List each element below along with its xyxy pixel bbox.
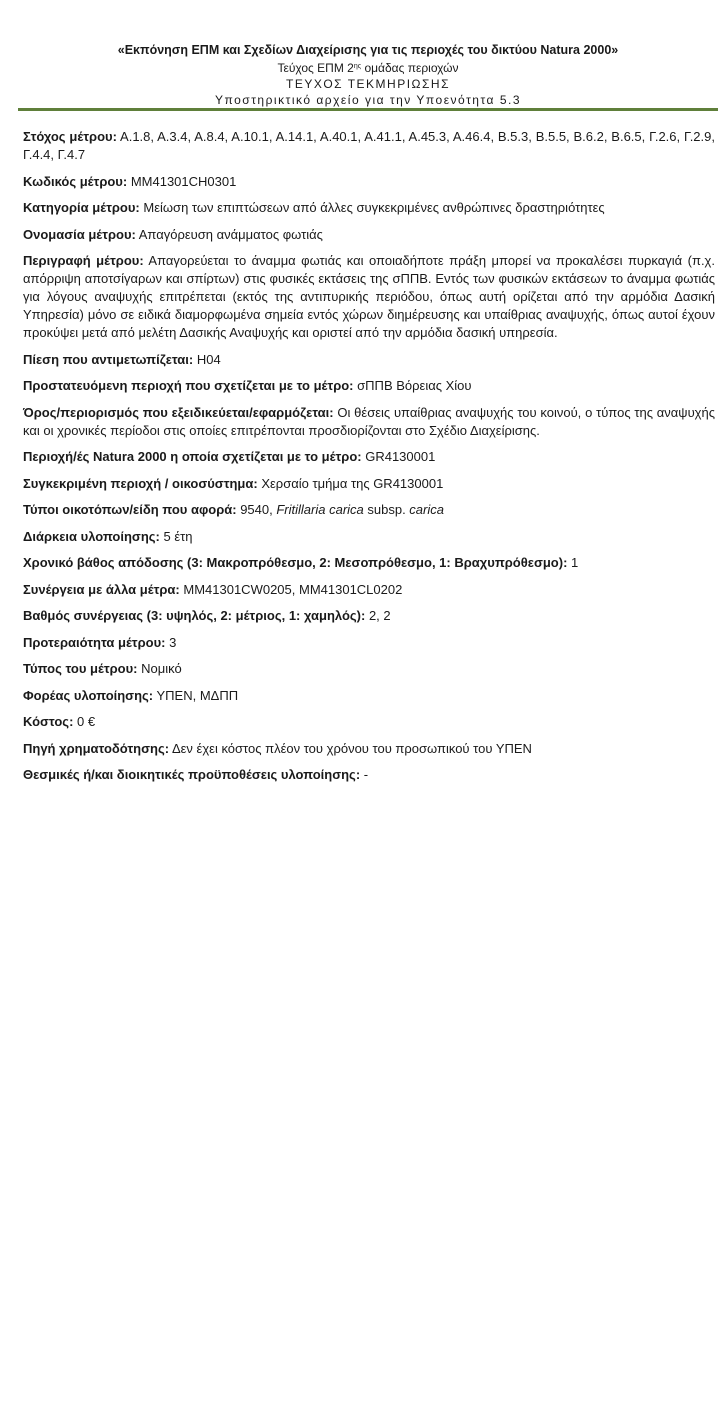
- field-label: Κατηγορία μέτρου:: [23, 200, 140, 215]
- field-value: Νομικό: [141, 661, 182, 676]
- field-value: Απαγορεύεται το άναμμα φωτιάς και οποιαδήποτε πράξη μπορεί να προκαλέσει πυρκαγιά (π.χ. απόρριψη αποτσίγαρων και σπίρτων) στις φυσικές εκτάσεις της σΠΠΒ. Εντός των φυσικών εκτάσεων το άναμμα φωτιάς για λόγους αναψυχής επιτρέπεται (εκτός της αντιπυρικής περιόδου, όπως αυτή ορίζεται από την αρμόδια Δασική Υπηρεσία) μόνο σε ειδικά διαμορφωμένα σημεία εντός χώρων διημέρευσης και υπαίθριας αναψυχής, όπως αυτοί έχουν προκύψει μετά από μελέτη Δασικής Αναψυχής και οριστεί από την αρμόδια δασική υπηρεσία.: [23, 253, 715, 340]
- field-sygkekrimeni: [23, 475, 715, 493]
- field-foreas: [23, 687, 715, 705]
- field-label: Θεσμικές ή/και διοικητικές προϋποθέσεις υλοποίησης:: [23, 767, 361, 782]
- header-line-3: ΤΕΥΧΟΣ ΤΕΚΜΗΡΙΩΣΗΣ: [285, 77, 451, 91]
- field-label: Βαθμός συνέργειας (3: υψηλός, 2: μέτριος, 1: χαμηλός):: [23, 608, 366, 623]
- page-header: [18, 42, 718, 108]
- field-label: Κωδικός μέτρου:: [23, 173, 128, 189]
- field-label: Πηγή χρηματοδότησης:: [23, 740, 170, 756]
- field-label: Κόστος:: [23, 714, 74, 729]
- field-proteraiotita: [23, 634, 715, 652]
- field-value: -: [363, 767, 369, 782]
- field-synergeia: [23, 581, 715, 599]
- field-label: Χρονικό βάθος απόδοσης (3: Μακροπρόθεσμο, 2: Μεσοπρόθεσμο, 1: Βραχυπρόθεσμο):: [23, 555, 568, 570]
- field-value: 0 €: [77, 714, 96, 729]
- field-label: Περιοχή/ές Natura 2000 η οποία σχετίζεται με το μέτρο:: [23, 449, 362, 464]
- field-label: Στόχος μέτρου:: [23, 129, 117, 144]
- subspecies-name: carica: [409, 502, 444, 517]
- field-label: Συνέργεια με άλλα μέτρα:: [23, 581, 180, 597]
- field-value: Μείωση των επιπτώσεων από άλλες συγκεκριμένες ανθρώπινες δραστηριότητες: [143, 200, 605, 215]
- field-value: Χερσαίο τμήμα της GR4130001: [261, 475, 444, 491]
- field-value: Α.1.8, Α.3.4, Α.8.4, Α.10.1, Α.14.1, Α.40.1, Α.41.1, Α.45.3, Α.46.4, Β.5.3, Β.5.5, Β.6.2, Β.6.5, Γ.2.6, Γ.2.9, Γ.4.4, Γ.4.7: [23, 129, 715, 162]
- field-value: GR4130001: [365, 449, 436, 464]
- measure-fields: [23, 128, 715, 793]
- header-divider: [18, 108, 718, 111]
- field-label: Περιγραφή μέτρου:: [23, 253, 144, 268]
- header-subtitle: [18, 59, 718, 76]
- header-subtitle-pre: Τεύχος ΕΠΜ 2: [277, 61, 354, 75]
- field-value-mid: subsp.: [363, 502, 410, 517]
- field-value: 3: [169, 634, 177, 650]
- field-label: Προστατευόμενη περιοχή που σχετίζεται με το μέτρο:: [23, 378, 354, 393]
- field-typoi: [23, 501, 715, 519]
- header-title: «Εκπόνηση ΕΠΜ και Σχεδίων Διαχείρισης για τις περιοχές του δικτύου Natura 2000»: [117, 43, 619, 57]
- field-onomasia: [23, 226, 715, 244]
- species-name: Fritillaria carica: [276, 502, 364, 517]
- header-subtitle-sup: ης: [353, 63, 362, 70]
- field-label: Συγκεκριμένη περιοχή / οικοσύστημα:: [23, 475, 258, 491]
- field-oros: [23, 404, 715, 440]
- field-piesi: [23, 351, 715, 369]
- field-thesmikes: [23, 766, 715, 784]
- field-label: Τύποι οικοτόπων/είδη που αφορά:: [23, 502, 237, 517]
- field-label: Τύπος του μέτρου:: [23, 661, 138, 676]
- field-kostos: [23, 713, 715, 731]
- header-line-4: Υποστηρικτικό αρχείο για την Υποενότητα 5.3: [215, 93, 521, 107]
- header-subtitle-post: ομάδας περιοχών: [361, 61, 459, 75]
- field-label: Διάρκεια υλοποίησης:: [23, 528, 160, 544]
- field-natura: [23, 448, 715, 466]
- field-kodikos: [23, 173, 715, 191]
- field-vathmos: [23, 607, 715, 625]
- field-value: ΥΠΕΝ, ΜΔΠΠ: [156, 687, 239, 703]
- field-value: Απαγόρευση ανάμματος φωτιάς: [138, 226, 323, 242]
- field-stoxos: [23, 128, 715, 164]
- field-label: Πίεση που αντιμετωπίζεται:: [23, 351, 194, 367]
- field-value-pre: 9540,: [240, 502, 277, 517]
- field-value: MM41301CH0301: [130, 173, 237, 189]
- field-pigi: [23, 740, 715, 758]
- field-prostatevomeni: [23, 377, 715, 395]
- field-value: 5 έτη: [163, 528, 193, 544]
- field-typos: [23, 660, 715, 678]
- field-value: MM41301CW0205, MM41301CL0202: [183, 581, 403, 597]
- field-value: H04: [196, 351, 221, 367]
- field-perigrafi: [23, 252, 715, 342]
- field-label: Φορέας υλοποίησης:: [23, 687, 154, 703]
- field-value: σΠΠΒ Βόρειας Χίου: [357, 378, 472, 393]
- field-xroniko: [23, 554, 715, 572]
- field-diarkeia: [23, 528, 715, 546]
- field-label: Προτεραιότητα μέτρου:: [23, 634, 166, 650]
- field-value: [240, 502, 444, 517]
- field-value: 2, 2: [368, 608, 391, 623]
- field-value: Δεν έχει κόστος πλέον του χρόνου του προσωπικού του ΥΠΕΝ: [171, 740, 532, 756]
- field-katigoria: [23, 199, 715, 217]
- field-label: Όρος/περιορισμός που εξειδικεύεται/εφαρμόζεται:: [23, 404, 334, 420]
- field-label: Ονομασία μέτρου:: [23, 226, 136, 242]
- field-value: 1: [571, 555, 579, 570]
- field-value: Οι θέσεις υπαίθριας αναψυχής του κοινού, ο τύπος της αναψυχής και οι χρονικές περίοδοι στις οποίες επιτρέπονται προσδιορίζονται στο Σχέδιο Διαχείρισης.: [23, 404, 715, 438]
